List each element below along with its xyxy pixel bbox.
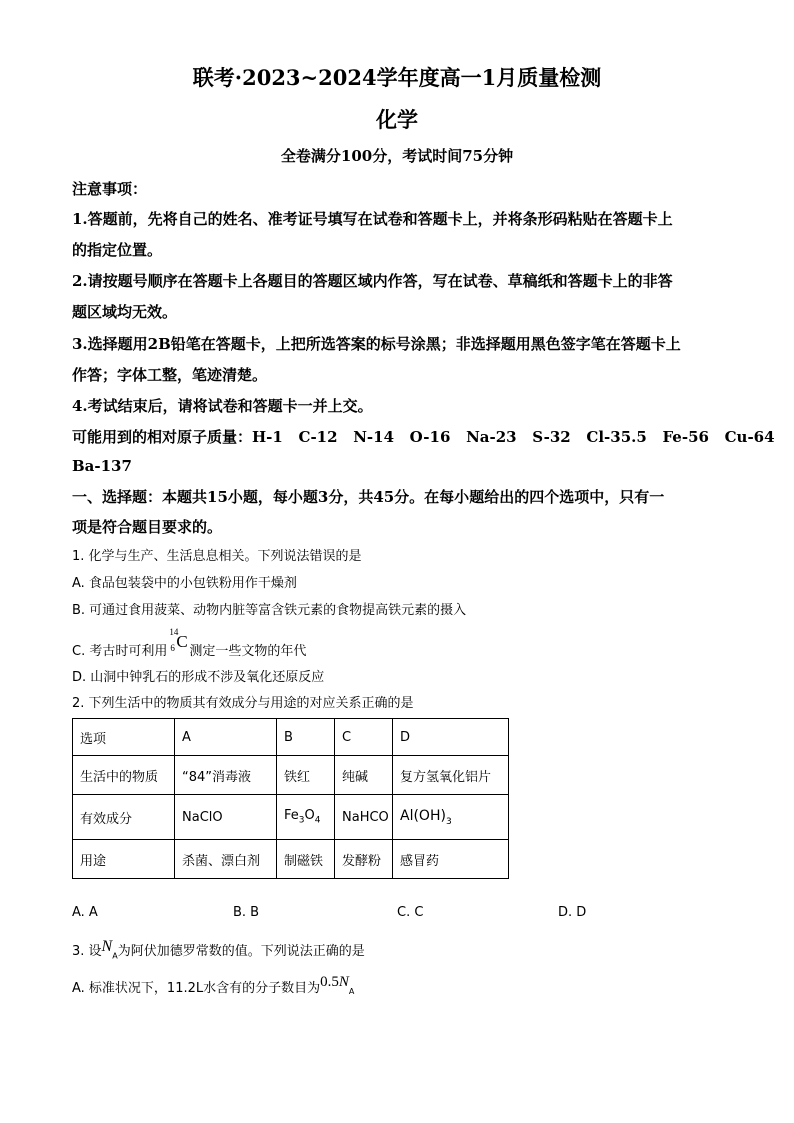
atomic-mass-line-2: Ba-137 xyxy=(72,457,132,475)
table-cell: NaClO xyxy=(175,795,277,840)
notice-line-3a: 3.选择题用2B铅笔在答题卡，上把所选答案的标号涂黑；非选择题用黑色签字笔在答题卡上 xyxy=(72,335,681,353)
avogadro-subscript: A xyxy=(112,951,118,961)
table-row xyxy=(73,719,509,756)
formula-subscript: 3 xyxy=(445,816,452,827)
q3-stem-suffix: 为阿伏加德罗常数的值。下列说法正确的是 xyxy=(117,944,365,959)
table-cell: 杀菌、漂白剂 xyxy=(175,840,277,879)
q2-stem: 2. 下列生活中的物质其有效成分与用途的对应关系正确的是 xyxy=(72,696,414,711)
q1-option-c-prefix: C. 考古时可利用 xyxy=(72,644,168,659)
formula-subscript: 3 xyxy=(298,815,305,826)
table-cell-aloh3 xyxy=(393,795,509,840)
avogadro-subscript: A xyxy=(348,986,355,996)
table-cell-fe3o4 xyxy=(277,795,335,840)
q1-stem: 1. 化学与生产、生活息息相关。下列说法错误的是 xyxy=(72,549,362,564)
section-heading-line-b: 项是符合题目要求的。 xyxy=(72,518,223,536)
table-cell: 复方氢氧化铝片 xyxy=(393,756,509,795)
q1-option-b: B. 可通过食用菠菜、动物内脏等富含铁元素的食物提高铁元素的摄入 xyxy=(72,603,467,618)
isotope-mass-number: 14 xyxy=(169,627,179,637)
formula-subscript: 4 xyxy=(314,815,321,826)
formula-part: O xyxy=(304,808,315,824)
table-cell: 生活中的物质 xyxy=(73,756,175,795)
subject-title: 化学 xyxy=(376,107,418,132)
table-cell: 制磁铁 xyxy=(277,840,335,879)
q3-option-a-value: 0.5 xyxy=(320,974,339,990)
q2-answer-a: A. A xyxy=(72,905,98,920)
q2-answer-d: D. D xyxy=(558,905,587,920)
table-row xyxy=(73,756,509,795)
table-row xyxy=(73,795,509,840)
notice-heading: 注意事项： xyxy=(72,180,148,198)
table-cell: 选项 xyxy=(73,719,175,756)
table-cell-nahco3: NaHCO xyxy=(335,795,393,840)
avogadro-symbol: N xyxy=(338,974,349,990)
q1-option-d: D. 山洞中钟乳石的形成不涉及氧化还原反应 xyxy=(72,670,325,685)
notice-line-2b: 题区域均无效。 xyxy=(72,303,178,321)
q2-options-table xyxy=(72,718,509,879)
table-cell: 铁红 xyxy=(277,756,335,795)
table-cell: 有效成分 xyxy=(73,795,175,840)
notice-line-2a: 2.请按题号顺序在答题卡上各题目的答题区域内作答，写在试卷、草稿纸和答题卡上的非答 xyxy=(72,272,673,290)
isotope-symbol: C xyxy=(176,632,188,651)
q3-option-a-prefix: A. 标准状况下，11.2L水含有的分子数目为 xyxy=(72,981,321,996)
table-cell: “84”消毒液 xyxy=(175,756,277,795)
isotope-atomic-number: 6 xyxy=(170,643,175,653)
table-cell: 发酵粉 xyxy=(335,840,393,879)
q2-answer-c: C. C xyxy=(397,905,424,920)
score-time-line: 全卷满分100分，考试时间75分钟 xyxy=(280,147,514,165)
table-cell: 用途 xyxy=(73,840,175,879)
table-cell: D xyxy=(393,719,509,756)
q2-answer-b: B. B xyxy=(233,905,260,920)
q3-stem-prefix: 3. 设 xyxy=(72,944,102,959)
exam-title: 联考·2023~2024学年度高一1月质量检测 xyxy=(192,65,602,90)
formula-part: Al(OH) xyxy=(400,807,446,824)
avogadro-symbol: N xyxy=(101,938,113,955)
formula-part: Fe xyxy=(284,808,299,824)
q1-option-c-suffix: 测定一些文物的年代 xyxy=(189,644,307,659)
atomic-mass-line: 可能用到的相对原子质量：H-1 C-12 N-14 O-16 Na-23 S-32 Cl-35.5 Fe-56 Cu-64 xyxy=(72,428,775,446)
section-heading-line-a: 一、选择题：本题共15小题，每小题3分，共45分。在每小题给出的四个选项中，只有一 xyxy=(72,488,665,506)
q1-option-a: A. 食品包装袋中的小包铁粉用作干燥剂 xyxy=(72,576,297,591)
table-cell: A xyxy=(175,719,277,756)
notice-line-1b: 的指定位置。 xyxy=(72,241,163,259)
carbon-14-isotope xyxy=(167,627,189,655)
table-cell: 纯碱 xyxy=(335,756,393,795)
q1-option-c xyxy=(72,627,307,659)
q3-stem xyxy=(72,940,365,961)
table-row xyxy=(73,840,509,879)
notice-line-3b: 作答；字体工整，笔迹清楚。 xyxy=(72,366,268,384)
notice-line-4: 4.考试结束后，请将试卷和答题卡一并上交。 xyxy=(72,397,373,415)
notice-line-1a: 1.答题前，先将自己的姓名、准考证号填写在试卷和答题卡上，并将条形码粘贴在答题卡上 xyxy=(72,210,673,228)
table-cell: 感冒药 xyxy=(393,840,509,879)
q3-option-a xyxy=(72,974,355,998)
table-cell: C xyxy=(335,719,393,756)
table-cell: B xyxy=(277,719,335,756)
